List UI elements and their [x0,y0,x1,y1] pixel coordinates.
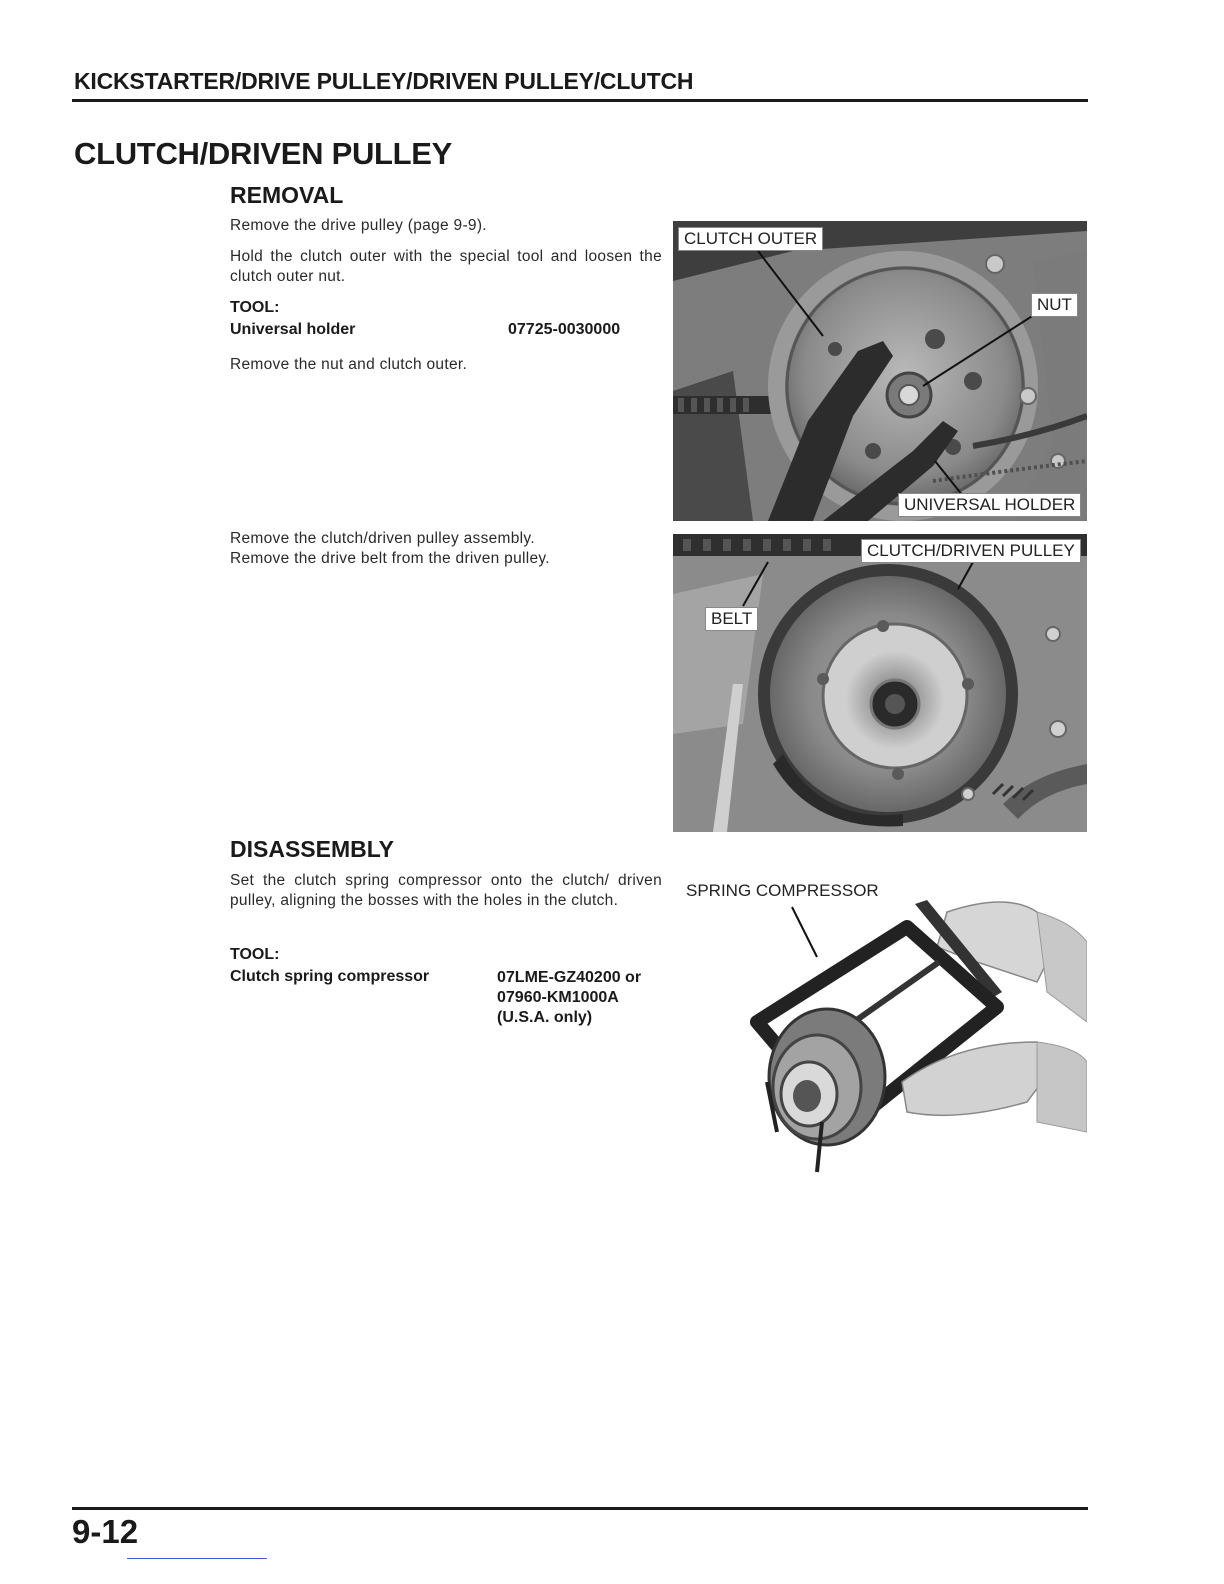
footer-rule [72,1507,1088,1510]
removal-step-2: Hold the clutch outer with the special tool and loosen the clutch outer nut. [230,248,662,285]
disassembly-heading: DISASSEMBLY [230,836,395,862]
disassembly-tool-label: TOOL: [230,946,280,963]
section-title: CLUTCH/DRIVEN PULLEY [74,136,453,171]
clutch-outer-illustration [673,221,1087,521]
page-number: 9-12 [72,1513,139,1550]
disassembly-step-1: Set the clutch spring compressor onto the clutch/ driven pulley, aligning the bosses with the holes in the clutch. [230,872,662,909]
removal-step-3: Remove the nut and clutch outer. [230,356,468,373]
callout-nut: NUT [1031,293,1078,317]
tool-number-line-3: (U.S.A. only) [497,1009,593,1026]
disassembly-tool-numbers [497,968,641,1028]
removal-tool-number: 07725-0030000 [508,321,621,338]
callout-universal-holder: UNIVERSAL HOLDER [898,493,1081,517]
removal-tool-name: Universal holder [230,321,356,338]
header-rule [72,99,1088,102]
clutch-driven-pulley-illustration [673,534,1087,832]
clutch-driven-pulley-photo [673,534,1087,832]
callout-clutch-driven-pulley: CLUTCH/DRIVEN PULLEY [861,539,1081,563]
removal-step-4b: Remove the drive belt from the driven pulley. [230,550,550,567]
removal-step-1: Remove the drive pulley (page 9-9). [230,217,487,234]
callout-clutch-outer: CLUTCH OUTER [678,227,823,251]
tool-number-line-1: 07LME-GZ40200 or [497,969,642,986]
removal-heading: REMOVAL [230,182,344,208]
page-link-underline [127,1558,267,1559]
clutch-outer-photo [673,221,1087,521]
removal-tool-label: TOOL: [230,299,280,316]
callout-belt: BELT [705,607,758,631]
spring-compressor-photo [677,872,1087,1192]
disassembly-tool-name: Clutch spring compressor [230,968,430,985]
tool-number-line-2: 07960-KM1000A [497,989,619,1006]
removal-step-4a: Remove the clutch/driven pulley assembly. [230,530,535,547]
callout-spring-compressor: SPRING COMPRESSOR [686,881,879,900]
running-header: KICKSTARTER/DRIVE PULLEY/DRIVEN PULLEY/CLUTCH [74,68,694,94]
spring-compressor-illustration [677,872,1087,1192]
